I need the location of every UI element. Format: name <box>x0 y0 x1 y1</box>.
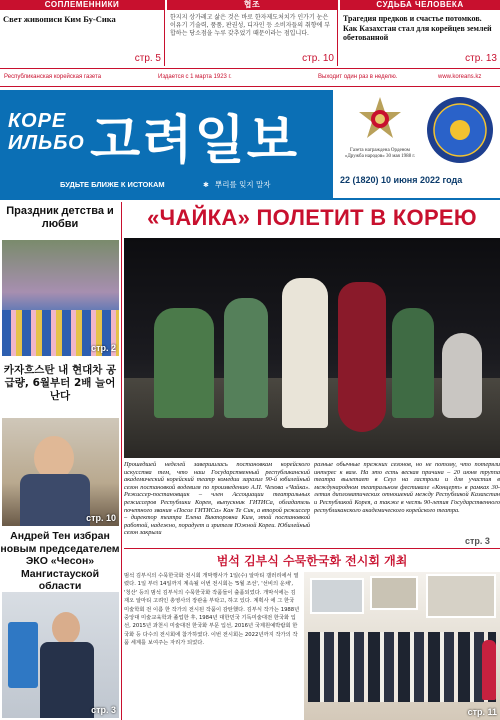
teaser-3[interactable] <box>340 0 500 66</box>
man-photo <box>2 418 119 526</box>
page-badge: стр. 2 <box>91 343 116 353</box>
teaser-1[interactable] <box>0 0 164 66</box>
woman-hanbok <box>482 640 496 700</box>
left-item-3-title: Андрей Тен избран новым председателем ЭКО «Чесон» Мангистауской области <box>0 530 120 592</box>
painting-1 <box>310 578 364 614</box>
actress-red <box>338 282 386 432</box>
ten-photo <box>2 592 119 718</box>
crowd <box>308 632 496 702</box>
teaser-divider <box>164 0 165 66</box>
logo-latin <box>8 110 85 154</box>
page-badge: стр. 10 <box>86 513 116 523</box>
info-founded: Издается с 1 марта 1923 г. <box>158 74 232 80</box>
info-frequency: Выходит один раз в неделю. <box>318 74 398 80</box>
suit <box>20 474 90 526</box>
korean-article-p2: 김부식 작가는 1988년 중앙대 미술교육학과 졸업한 후, 1984년 대한민국 기독미술대전 한국화 입선, 2015년 과천시 미술대전 한국화 부문 입선, 2016년 국제원예박람회 한국화 등 다수의 전시회에 참가하였다. 이번 전시회는 2022년까지 작가의 작품 세계를 보여주는 자리가 되었다. <box>124 606 300 647</box>
actor-green-1 <box>154 308 214 418</box>
assembly-emblem <box>424 95 496 165</box>
slogan-separator: ✱ <box>203 181 209 189</box>
teaser-2[interactable] <box>167 0 337 66</box>
info-website[interactable]: www.koreans.kz <box>438 74 482 80</box>
info-rule <box>0 86 500 87</box>
emblem-icon <box>424 95 496 165</box>
exhibition-photo <box>304 572 500 720</box>
teaser-1-text: Свет живописи Ким Бу-Сика <box>3 14 116 24</box>
masthead <box>0 90 333 198</box>
actress-white <box>442 333 482 418</box>
suit <box>40 642 94 718</box>
teaser-1-page: стр. 5 <box>134 53 161 64</box>
article-page-ref: стр. 3 <box>465 536 490 546</box>
left-item-1[interactable] <box>0 205 120 231</box>
korean-rule <box>124 548 500 549</box>
teaser-3-page: стр. 13 <box>465 53 497 64</box>
order-star-icon <box>356 95 404 143</box>
teaser-1-section: СОПЛЕМЕННИКИ <box>0 0 164 10</box>
actor-green-2 <box>224 298 268 418</box>
teaser-2-page: стр. 10 <box>302 53 334 64</box>
left-item-1-title: Праздник детства и любви <box>6 205 114 230</box>
main-headline[interactable]: «ЧАЙКА» ПОЛЕТИТ В КОРЕЮ <box>147 205 477 230</box>
actor-green-3 <box>392 308 434 418</box>
info-left: Республиканская корейская газета <box>4 74 102 80</box>
issue-date: 22 (1820) 10 июня 2022 года <box>340 175 463 185</box>
teaser-divider <box>337 0 338 66</box>
column-divider <box>121 202 122 720</box>
teaser-2-text: 한지지 상가레고 삶은 것은 바로 한자제도처치가 인가기 눈은 이유기 기술력, 품품, 판권성, 디자인 등 소비자들의 취향에 부합하는 당소점을 누루 갖추었기 때문이라는 점입니다. <box>170 14 331 37</box>
left-item-3[interactable] <box>0 530 120 593</box>
left-item-2[interactable] <box>0 364 120 403</box>
korean-article-text <box>124 572 300 718</box>
teaser-3-text: Трагедия предков и счастье потомков. Как Казахстан стал для корейцев землей обетованной <box>343 14 492 42</box>
slogan-korean: 뿌리를 잊지 말자 <box>215 180 271 189</box>
logo-latin-line2: ИЛЬБО <box>8 132 85 154</box>
top-rule <box>0 68 500 69</box>
slogan-russian: БУДЬТЕ БЛИЖЕ К ИСТОКАМ <box>60 180 165 189</box>
order-award <box>340 95 420 185</box>
theatre-photo <box>124 238 500 458</box>
logo-korean: 고려일보 <box>90 111 299 171</box>
face <box>52 612 80 644</box>
painting-3 <box>426 574 496 618</box>
teaser-3-section: СУДЬБА ЧЕЛОВЕКА <box>340 0 500 10</box>
korean-headline[interactable]: 범석 김부식 수묵한국화 전시회 개최 <box>216 554 408 568</box>
mast-rule <box>0 198 500 200</box>
page-badge: стр. 11 <box>467 707 497 717</box>
left-item-2-title: 카자흐스탄 내 현대차 공급량, 6월부터 2배 늘어난다 <box>3 364 117 402</box>
award-caption: Газета награждена Орденом «Дружба народов» 30 мая 1988 г. <box>344 148 416 159</box>
actor-white <box>282 278 328 428</box>
page-badge: стр. 3 <box>91 705 116 715</box>
teaser-2-section: 협조 <box>167 0 337 10</box>
logo-latin-line1: КОРЕ <box>8 110 67 132</box>
info-row <box>0 71 500 85</box>
banner <box>8 622 38 688</box>
korean-article-p1: 범석 김부식의 수묵한국화 전시회 개막행사가 1일(수) 알마티 갤러리에서 열렸다. 1일 부터 14일까지 계속될 이번 전시회는 '5월 조선', '선비의 운채', '청산' 등의 범석 김부식의 수묵한국화 작품들이 출품되었다. 개막식에는 김재오 알마티 고려인 총영사의 장관을 부탁고, 하고 있다. 계획사 에 그 한국 미술학회 전 이름 한 작가의 전시된 작품이 감탄했다. <box>124 573 299 613</box>
children-photo <box>2 240 119 356</box>
painting-2 <box>370 576 418 610</box>
article-column-1: Прошедшей неделей завершилась постановкам корейского искусства тем, что наш Государственный республиканский академический корейский театр комедии заразил 90-й юбилейный сезон постановкой водевиля по произведению А.П. Чехова «Чайка». Режиссер-постановщик – член Ассоциации театральных режиссеров Республики Корея, выпускник ГИТИСа, обладатель почетного звания «Посол ГИТИСа» Кан Те Сик, а второй режиссер – директор театра Елена Викторовна Ким, этой постановкой работой, надежно, порадует и зрителя Южной Кореи. Юбилейный сезон закрыли <box>124 461 310 537</box>
article-column-2: разные обычные прежних сезонов, но не потому, что потеряли интерес к вам. На это есть веская причина – 20 июня труппа театра вылетает в Сеул на гастроли и для участия в международном театральном фестивале «Концерт» в рамках 30-летия дипломатических отношений между Республикой Казахстан и Республикой Корея, а также в честь 90-летия Государственного республиканского академического корейского театра. <box>314 461 500 514</box>
